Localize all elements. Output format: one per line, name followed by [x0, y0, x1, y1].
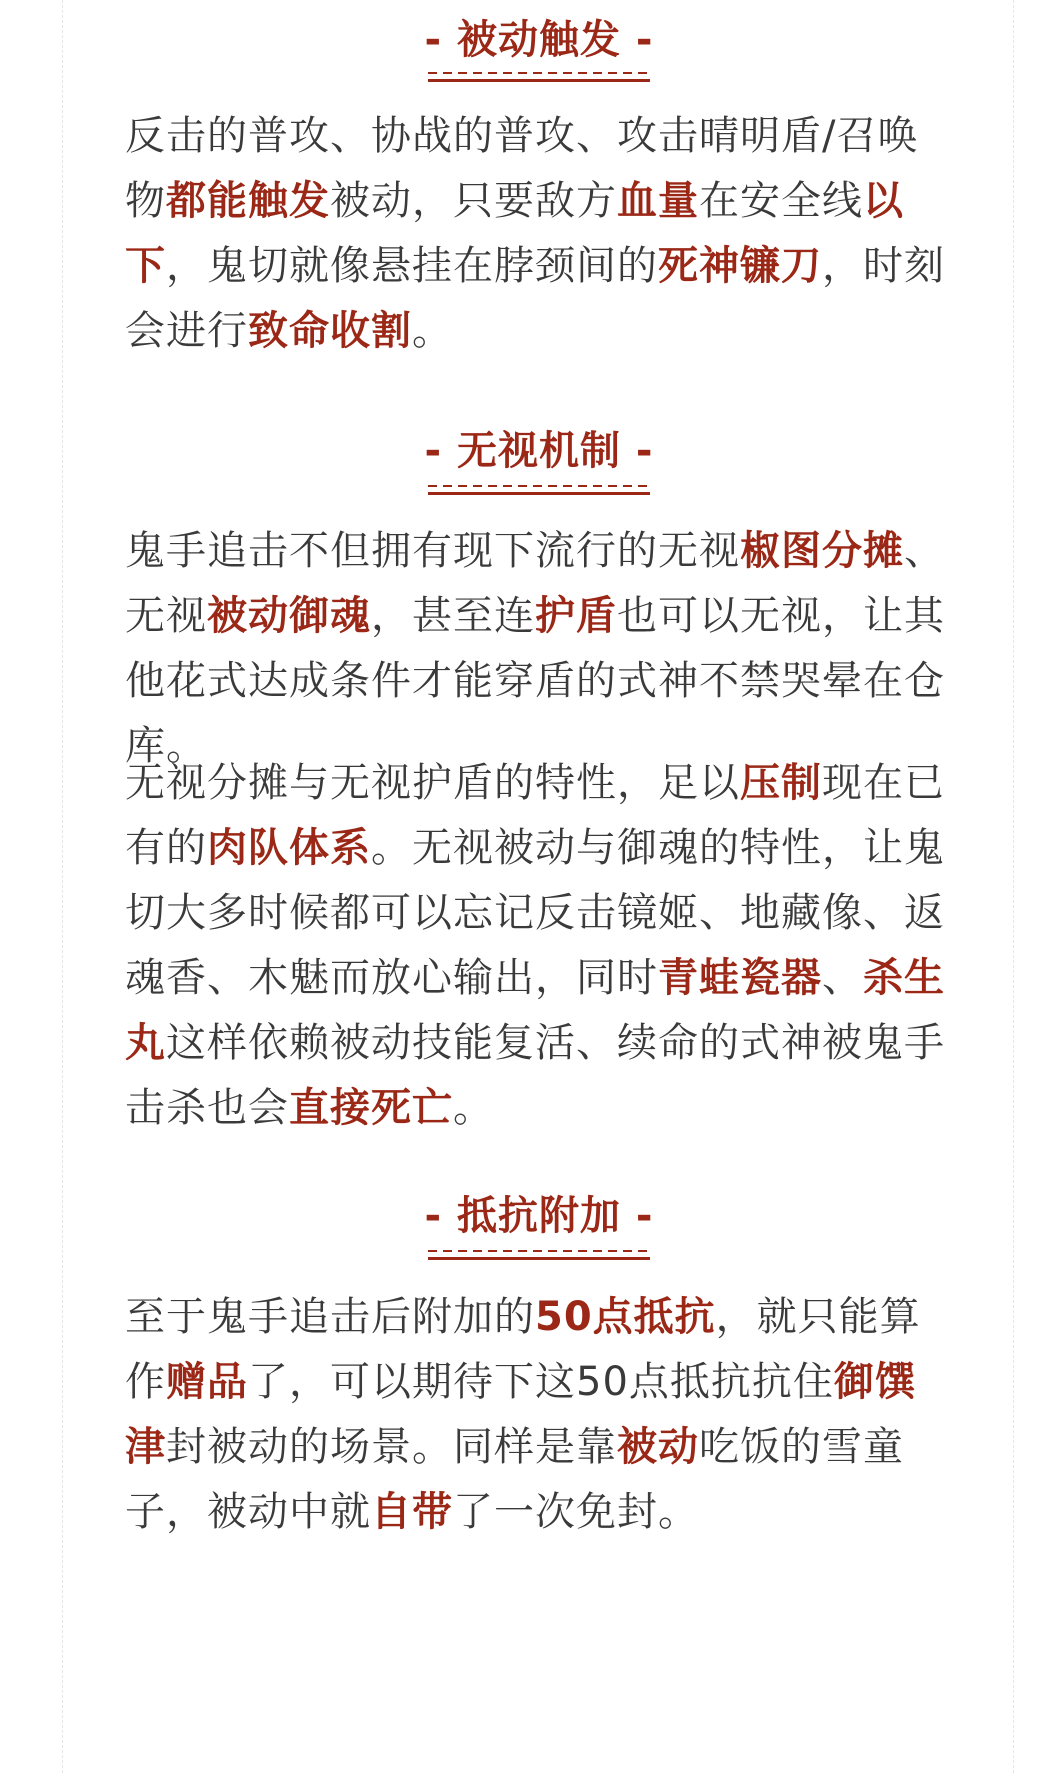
highlight-text: 自带 — [371, 1489, 453, 1535]
body-text: 了，可以期待下这50点抵抗抗住 — [248, 1359, 834, 1405]
highlight-text: 御馔津 — [125, 1359, 916, 1470]
article-body — [62, 0, 1014, 1773]
body-text: 。 — [412, 308, 453, 354]
section-heading-passive-trigger — [63, 14, 1015, 66]
section-heading-ignore-mechanics — [63, 425, 1015, 477]
highlight-text: 都能触发 — [166, 178, 330, 224]
highlight-text: 杀生丸 — [125, 955, 945, 1066]
highlight-text: 50点抵抗 — [535, 1294, 716, 1340]
highlight-text: 肉队体系 — [207, 825, 371, 871]
body-text: 无视分摊与无视护盾的特性，足以 — [125, 760, 740, 806]
heading-underline — [428, 1250, 650, 1259]
body-text: ，鬼切就像悬挂在脖颈间的 — [166, 243, 658, 289]
paragraph — [125, 104, 955, 364]
body-text: 。 — [453, 1085, 494, 1131]
body-text: 封被动的场景。同样是靠 — [166, 1424, 617, 1470]
section-heading-resistance-bonus — [63, 1190, 1015, 1242]
underline-dashed — [428, 485, 650, 487]
body-text: 鬼手追击不但拥有现下流行的无视 — [125, 528, 740, 574]
underline-dashed — [428, 72, 650, 74]
body-text: 至于鬼手追击后附加的 — [125, 1294, 535, 1340]
section-title: - 抵抗附加 - — [424, 1193, 654, 1239]
highlight-text: 致命收割 — [248, 308, 412, 354]
body-text: 、无视 — [125, 528, 945, 639]
highlight-text: 以下 — [125, 178, 904, 289]
paragraph — [125, 519, 955, 779]
body-text: 也可以无视，让其他花式达成条件才能穿盾的式神不禁哭晕在仓库。 — [125, 593, 945, 769]
body-text: 在安全线 — [699, 178, 863, 224]
underline-solid — [428, 492, 650, 495]
highlight-text: 被动御魂 — [207, 593, 371, 639]
highlight-text: 赠品 — [166, 1359, 248, 1405]
paragraph — [125, 751, 955, 1141]
heading-underline — [428, 72, 650, 81]
highlight-text: 青蛙瓷器 — [658, 955, 822, 1001]
body-text: 、 — [822, 955, 863, 1001]
section-title: - 无视机制 - — [424, 428, 654, 474]
underline-solid — [428, 1257, 650, 1260]
highlight-text: 被动 — [617, 1424, 699, 1470]
underline-dashed — [428, 1250, 650, 1252]
body-text: 了一次免封。 — [453, 1489, 699, 1535]
body-text: 这样依赖被动技能复活、续命的式神被鬼手击杀也会 — [125, 1020, 945, 1131]
highlight-text: 血量 — [617, 178, 699, 224]
heading-underline — [428, 485, 650, 494]
section-title: - 被动触发 - — [424, 17, 654, 63]
highlight-text: 护盾 — [535, 593, 617, 639]
underline-solid — [428, 79, 650, 82]
body-text: 被动，只要敌方 — [330, 178, 617, 224]
paragraph — [125, 1285, 955, 1545]
body-text: ，就只能算作 — [125, 1294, 921, 1405]
highlight-text: 椒图分摊 — [740, 528, 904, 574]
body-text: ，甚至连 — [371, 593, 535, 639]
highlight-text: 压制 — [740, 760, 822, 806]
body-text: 现在已有的 — [125, 760, 945, 871]
highlight-text: 死神镰刀 — [658, 243, 822, 289]
highlight-text: 直接死亡 — [289, 1085, 453, 1131]
body-text: 。无视被动与御魂的特性，让鬼切大多时候都可以忘记反击镜姬、地藏像、返魂香、木魅而放心输出，同时 — [125, 825, 945, 1001]
body-text: 反击的普攻、协战的普攻、攻击晴明盾/召唤物 — [125, 113, 919, 224]
body-text: 吃饭的雪童子，被动中就 — [125, 1424, 904, 1535]
body-text: ，时刻会进行 — [125, 243, 945, 354]
